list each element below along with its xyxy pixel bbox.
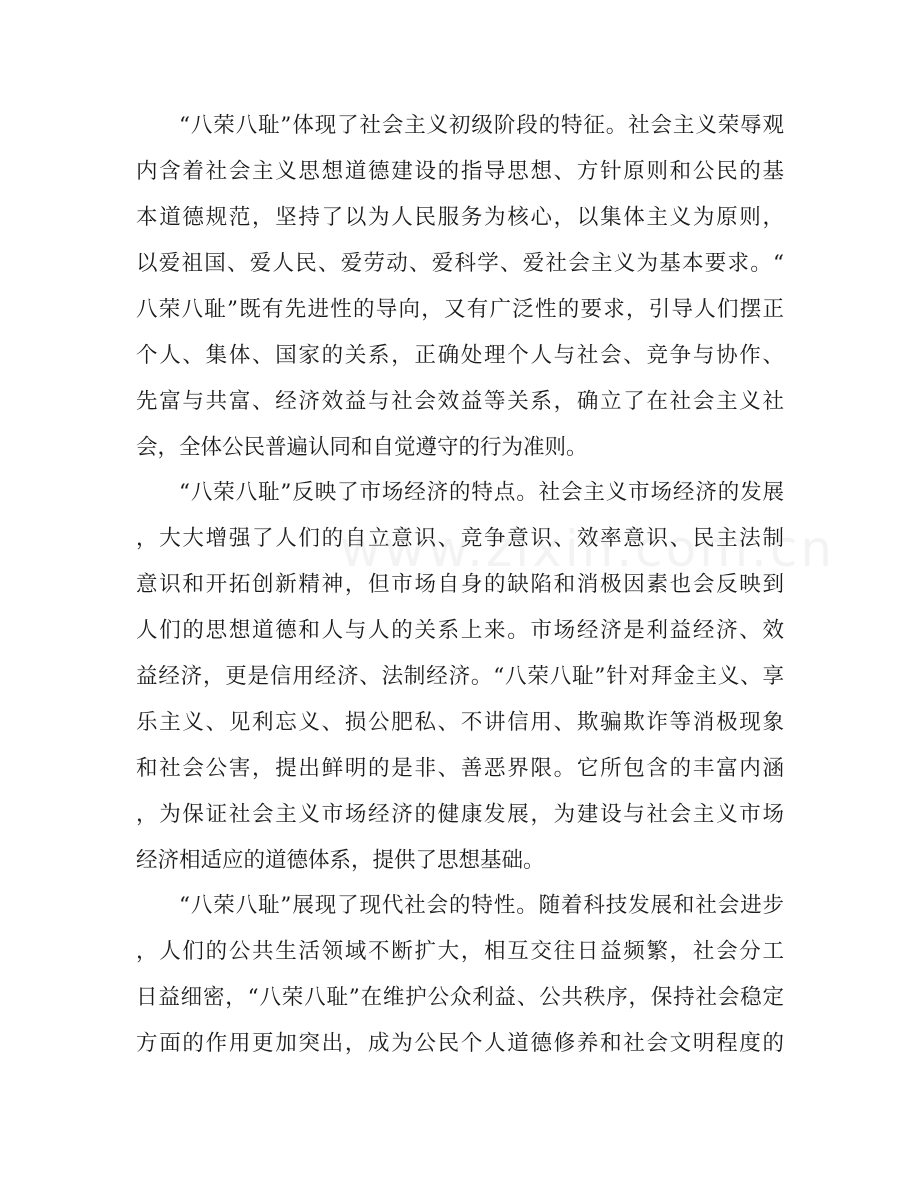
paragraph-line: 会，全体公民普遍认同和自觉遵守的行为准则。 <box>136 435 588 460</box>
paragraph-line: 以爱祖国、爱人民、爱劳动、爱科学、爱社会主义为基本要求。“ <box>136 251 784 276</box>
paragraph-line: 个人、集体、国家的关系，正确处理个人与社会、竞争与协作、 <box>136 343 784 368</box>
paragraph-line: 乐主义、见利忘义、损公肥私、不讲信用、欺骗欺诈等消极现象 <box>136 710 784 735</box>
paragraph-line: 内含着社会主义思想道德建设的指导思想、方针原则和公民的基 <box>136 159 784 184</box>
paragraph-3 <box>136 883 784 1067</box>
paragraph-line: ，为保证社会主义市场经济的健康发展，为建设与社会主义市场 <box>136 802 784 827</box>
paragraph-line: ，大大增强了人们的自立意识、竞争意识、效率意识、民主法制 <box>136 526 784 551</box>
paragraph-line: 人们的思想道德和人与人的关系上来。市场经济是利益经济、效 <box>136 618 784 643</box>
paragraph-line: “八荣八耻”体现了社会主义初级阶段的特征。社会主义荣辱观 <box>179 113 784 138</box>
paragraph-line: 益经济，更是信用经济、法制经济。“八荣八耻”针对拜金主义、享 <box>136 664 784 689</box>
paragraph-line: 本道德规范，坚持了以为人民服务为核心，以集体主义为原则， <box>136 205 784 230</box>
paragraph-line: “八荣八耻”展现了现代社会的特性。随着科技发展和社会进步 <box>179 893 784 918</box>
paragraph-1 <box>136 103 784 471</box>
paragraph-line: 和社会公害，提出鲜明的是非、善恶界限。它所包含的丰富内涵 <box>136 756 784 781</box>
paragraph-line: 日益细密，“八荣八耻”在维护公众利益、公共秩序，保持社会稳定 <box>136 985 784 1010</box>
paragraph-line: 方面的作用更加突出，成为公民个人道德修养和社会文明程度的 <box>136 1031 784 1056</box>
paragraph-line: 经济相适应的道德体系，提供了思想基础。 <box>136 848 545 873</box>
paragraph-line: “八荣八耻”反映了市场经济的特点。社会主义市场经济的发展 <box>179 480 784 505</box>
paragraph-line: ，人们的公共生活领域不断扩大，相互交往日益频繁，社会分工 <box>136 939 784 964</box>
paragraph-2 <box>136 470 784 884</box>
paragraph-line: 意识和开拓创新精神，但市场自身的缺陷和消极因素也会反映到 <box>136 572 784 597</box>
paragraph-line: 先富与共富、经济效益与社会效益等关系，确立了在社会主义社 <box>136 389 784 414</box>
paragraph-line: 八荣八耻”既有先进性的导向，又有广泛性的要求，引导人们摆正 <box>136 297 784 322</box>
